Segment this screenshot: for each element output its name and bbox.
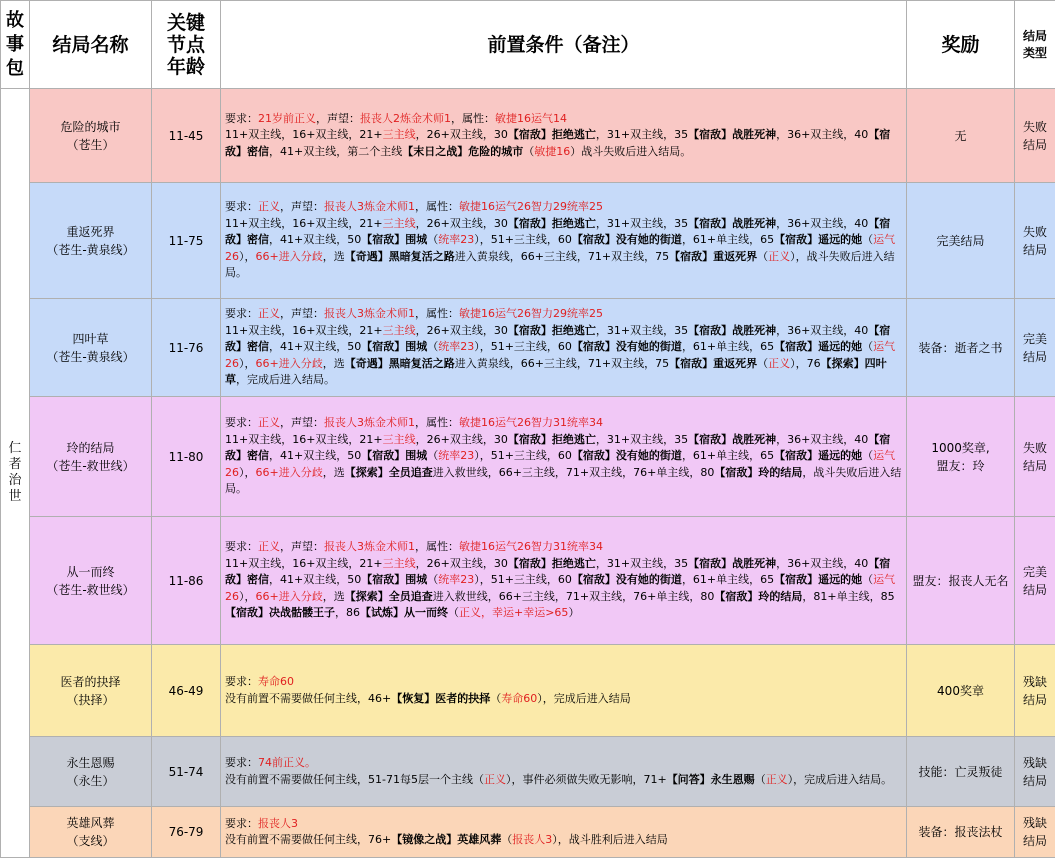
condition-text: ，属性： [415,416,459,429]
reward-cell [907,807,1015,858]
condition-text: ，属性： [415,307,459,320]
event-name: 【宿敌】遥远的她 [774,449,862,462]
ending-name-cell [30,737,152,807]
event-name: 【宿敌】遥远的她 [774,573,862,586]
condition-text: 要求： [225,817,258,830]
event-name: 【宿敌】密信 [225,433,890,463]
event-name: 【宿敌】玲的结局 [714,590,802,603]
condition-text: 进入救世线，66+三主线，71+双主线，76+单主线，80 [433,466,715,479]
highlight-text: 统率23 [438,573,474,586]
ending-type-text: 结局 [1015,772,1055,790]
story-pack-char: 世 [1,489,29,505]
condition-text: 11+双主线，16+双主线，21+ [225,557,383,570]
ending-name: 从一而终 [30,563,151,581]
event-name: 【宿敌】战胜死神 [688,324,776,337]
condition-text: 要求： [225,200,258,213]
ending-name: 四叶草 [30,330,151,348]
condition-text: ，61+单主线，65 [682,449,774,462]
condition-text: ，41+双主线，50 [269,449,361,462]
highlight-text: 运气26 [225,233,895,263]
ending-name-header: 结局名称 [30,1,152,89]
condition-text: （ [862,449,873,462]
condition-text: ，61+单主线，65 [682,573,774,586]
ending-type-cell [1015,645,1055,737]
story-pack-char: 仁 [1,441,29,457]
ending-route: （苍生-黄泉线） [30,348,151,366]
table-row [1,645,1055,737]
condition-text: （ [755,773,766,786]
ending-type-text: 结局 [1015,136,1055,154]
precondition-cell [221,299,907,397]
highlight-text: 三主线 [383,557,416,570]
ending-route: （苍生-救世线） [30,457,151,475]
ending-type-text: 残缺 [1015,754,1055,772]
highlight-text: 运气26 [225,340,895,370]
highlight-text: 报丧人2炼金术师1 [360,112,451,125]
highlight-text: 统率23 [438,449,474,462]
event-name: 【宿敌】没有她的街道 [572,449,682,462]
highlight-text: 正义 [258,307,280,320]
precondition-cell [221,517,907,645]
highlight-text: 正义 [768,357,790,370]
condition-text: 11+双主线，16+双主线，21+ [225,217,383,230]
event-name: 【宿敌】拒绝逃亡 [508,433,596,446]
highlight-text: 敏捷16运气26智力31统率34 [459,416,603,429]
event-name: 【探索】四叶草 [225,357,887,387]
condition-text: ，41+双主线，50 [269,340,361,353]
key-node-age: 11-76 [152,299,221,397]
ending-name-cell [30,807,152,858]
condition-text: ，31+双主线，35 [596,128,688,141]
condition-text: ，86 [335,606,360,619]
ending-type-cell [1015,183,1055,299]
highlight-text: 敏捷16运气26智力29统率25 [459,307,603,320]
highlight-text: 报丧人3炼金术师1 [324,540,415,553]
ending-type-text: 结局 [1015,691,1055,709]
condition-text: ），51+三主线，60 [474,573,572,586]
ending-name: 英雄风葬 [30,814,151,832]
condition-text: 11+双主线，16+双主线，21+ [225,324,383,337]
key-node-age: 11-45 [152,89,221,183]
condition-text: （ [757,357,768,370]
ending-name-cell [30,299,152,397]
precondition-cell [221,183,907,299]
event-name: 【宿敌】密信 [225,557,890,587]
precondition-cell [221,397,907,517]
ending-type-text: 失败 [1015,439,1055,457]
condition-text: ，战斗失败后进入结局。 [225,466,901,496]
condition-text: 进入黄泉线，66+三主线，71+双主线，75 [455,357,669,370]
condition-text: ，31+双主线，35 [596,217,688,230]
reward-text: 技能：亡灵叛徒 [909,763,1012,781]
event-name: 【宿敌】遥远的她 [774,340,862,353]
reward-text: 盟友：报丧人无名 [909,572,1012,590]
event-name: 【宿敌】战胜死神 [688,433,776,446]
event-name: 【恢复】医者的抉择 [391,692,490,705]
ending-type-text: 结局 [1015,457,1055,475]
condition-text: 要求： [225,540,258,553]
condition-text: ），51+三主线，60 [474,449,572,462]
highlight-text: 正义 [258,540,280,553]
story-pack-char: 者 [1,457,29,473]
ending-type-cell [1015,807,1055,858]
event-name: 【宿敌】战胜死神 [688,128,776,141]
key-node-age: 11-75 [152,183,221,299]
condition-text: 要求： [225,675,258,688]
highlight-text: 66+进入分歧 [256,590,323,603]
ending-route: （苍生-救世线） [30,581,151,599]
highlight-text: 敏捷16运气14 [495,112,567,125]
precondition-cell [221,737,907,807]
condition-text: （ [523,145,534,158]
highlight-text: 正义 [258,416,280,429]
highlight-text: 运气26 [225,449,895,479]
highlight-text: 正义，幸运+幸运>65 [459,606,568,619]
event-name: 【宿敌】决战骷髅王子 [225,606,335,619]
event-name: 【奇遇】黑暗复活之路 [345,357,455,370]
reward-text: 装备：报丧法杖 [909,823,1012,841]
key-node-age-header: 关键 节点 年龄 [152,1,221,89]
ending-name: 重返死界 [30,223,151,241]
event-name: 【宿敌】围城 [361,449,427,462]
condition-text: ，声望： [280,540,324,553]
condition-text: 要求： [225,307,258,320]
highlight-text: 报丧人3 [258,817,298,830]
highlight-text: 三主线 [383,324,416,337]
story-pack-header: 故 事 包 [1,1,30,89]
ending-route: （支线） [30,832,151,850]
event-name: 【宿敌】遥远的她 [774,233,862,246]
ending-type-cell [1015,397,1055,517]
event-name: 【宿敌】没有她的街道 [572,573,682,586]
condition-text: ），完成后进入结局 [537,692,631,705]
ending-name: 医者的抉择 [30,673,151,691]
ending-name: 危险的城市 [30,118,151,136]
reward-cell [907,737,1015,807]
condition-text: ，26+双主线，30 [416,557,508,570]
condition-text: 要求： [225,416,258,429]
ending-type-text: 结局 [1015,348,1055,366]
condition-text: ），51+三主线，60 [474,340,572,353]
highlight-text: 21岁前正义 [258,112,316,125]
condition-text: 没有前置不需要做任何主线，46+ [225,692,391,705]
condition-text: ，41+双主线，50 [269,573,361,586]
event-name: 【探索】全员追查 [345,590,433,603]
condition-text: ，31+双主线，35 [596,324,688,337]
condition-text: ），76 [790,357,821,370]
reward-cell [907,397,1015,517]
ending-name-cell [30,517,152,645]
event-name: 【宿敌】围城 [361,573,427,586]
condition-text: ），战斗失败后进入结局。 [225,250,895,280]
condition-text: ） [568,606,579,619]
condition-text: ，完成后进入结局。 [236,373,335,386]
condition-text: （ [490,692,501,705]
ending-route: （永生） [30,772,151,790]
ending-type-text: 结局 [1015,832,1055,850]
condition-text: ），战斗胜利后进入结局 [552,833,668,846]
condition-text: ，声望： [280,416,324,429]
ending-type-text: 完美 [1015,330,1055,348]
reward-text: 完美结局 [909,232,1012,250]
condition-text: ，26+双主线，30 [416,128,508,141]
condition-text: 11+双主线，16+双主线，21+ [225,128,383,141]
event-name: 【宿敌】拒绝逃亡 [508,217,596,230]
table-row [1,517,1055,645]
event-name: 【宿敌】密信 [225,217,890,247]
ending-name: 永生恩赐 [30,754,151,772]
highlight-text: 正义 [258,200,280,213]
ending-type-text: 结局 [1015,241,1055,259]
condition-text: ，选 [323,250,345,263]
ending-route: （苍生） [30,136,151,154]
event-name: 【宿敌】战胜死神 [688,557,776,570]
reward-text: 1000奖章, [909,439,1012,457]
ending-type-cell [1015,89,1055,183]
condition-text: ，31+双主线，35 [596,433,688,446]
event-name: 【宿敌】拒绝逃亡 [508,557,596,570]
condition-text: （ [862,233,873,246]
event-name: 【末日之战】危险的城市 [402,145,523,158]
ending-name-cell [30,645,152,737]
condition-text: （ [427,340,438,353]
condition-text: ），51+三主线，60 [474,233,572,246]
precondition-cell [221,89,907,183]
event-name: 【宿敌】拒绝逃亡 [508,128,596,141]
event-name: 【镜像之战】英雄风葬 [391,833,501,846]
event-name: 【探索】全员追查 [345,466,433,479]
condition-text: 11+双主线，16+双主线，21+ [225,433,383,446]
reward-cell [907,645,1015,737]
ending-name-cell [30,89,152,183]
condition-text: ，41+双主线，第二个主线 [269,145,402,158]
event-name: 【宿敌】重返死界 [669,250,757,263]
event-name: 【宿敌】围城 [361,340,427,353]
highlight-text: 三主线 [383,433,416,446]
highlight-text: 正义 [768,250,790,263]
condition-text: ，36+双主线，40 [776,324,868,337]
event-name: 【问答】永生恩赐 [667,773,755,786]
reward-header: 奖励 [907,1,1015,89]
highlight-text: 寿命60 [501,692,537,705]
ending-name-cell [30,183,152,299]
condition-text: 进入救世线，66+三主线，71+双主线，76+单主线，80 [433,590,715,603]
key-node-age: 46-49 [152,645,221,737]
highlight-text: 报丧人3炼金术师1 [324,200,415,213]
highlight-text: 66+进入分歧 [256,357,323,370]
table-row [1,397,1055,517]
condition-text: （ [501,833,512,846]
condition-text: （ [427,449,438,462]
story-pack-cell [1,89,30,858]
header-row [1,1,1055,89]
condition-text: ，41+双主线，50 [269,233,361,246]
highlight-text: 三主线 [383,128,416,141]
condition-text: （ [448,606,459,619]
event-name: 【宿敌】密信 [225,128,890,158]
event-name: 【宿敌】没有她的街道 [572,340,682,353]
condition-text: ，36+双主线，40 [776,557,868,570]
condition-text: ）， [239,357,256,370]
event-name: 【试炼】从一而终 [360,606,448,619]
table-row [1,299,1055,397]
reward-text: 400奖章 [909,682,1012,700]
event-name: 【宿敌】拒绝逃亡 [508,324,596,337]
condition-text: ，26+双主线，30 [416,433,508,446]
table-row [1,807,1055,858]
ending-rows [1,89,1055,858]
story-pack-char: 治 [1,473,29,489]
highlight-text: 66+进入分歧 [256,250,323,263]
event-name: 【宿敌】重返死界 [669,357,757,370]
condition-text: （ [757,250,768,263]
condition-text: ，属性： [415,200,459,213]
ending-type-text: 完美 [1015,563,1055,581]
reward-text: 无 [909,127,1012,145]
ending-route: （抉择） [30,691,151,709]
condition-text: ，36+双主线，40 [776,217,868,230]
highlight-text: 敏捷16 [534,145,570,158]
ending-type-text: 结局 [1015,581,1055,599]
condition-text: ，81+单主线，85 [802,590,894,603]
highlight-text: 统率23 [438,233,474,246]
precondition-cell [221,807,907,858]
highlight-text: 正义 [484,773,506,786]
condition-text: ，31+双主线，35 [596,557,688,570]
ending-type-cell [1015,737,1055,807]
ending-type-text: 失败 [1015,118,1055,136]
condition-text: ，36+双主线，40 [776,128,868,141]
precondition-header: 前置条件（备注） [221,1,907,89]
condition-text: ），完成后进入结局。 [788,773,893,786]
highlight-text: 运气26 [225,573,895,603]
condition-text: ）， [239,250,256,263]
ending-type-cell [1015,517,1055,645]
highlight-text: 寿命60 [258,675,294,688]
key-node-age: 11-80 [152,397,221,517]
condition-text: 没有前置不需要做任何主线，51-71每5层一个主线（ [225,773,484,786]
condition-text: ，选 [323,357,345,370]
condition-text: ，61+单主线，65 [682,340,774,353]
reward-cell [907,517,1015,645]
condition-text: 没有前置不需要做任何主线，76+ [225,833,391,846]
highlight-text: 正义 [766,773,788,786]
ending-type-header: 结局 类型 [1015,1,1055,89]
ending-type-text: 残缺 [1015,814,1055,832]
condition-text: ，声望： [280,307,324,320]
highlight-text: 三主线 [383,217,416,230]
condition-text: ，26+双主线，30 [416,217,508,230]
condition-text: （ [427,573,438,586]
condition-text: ，选 [323,590,345,603]
event-name: 【宿敌】玲的结局 [714,466,802,479]
condition-text: ，属性： [451,112,495,125]
condition-text: ，61+单主线，65 [682,233,774,246]
condition-text: （ [862,340,873,353]
reward-text: 装备：逝者之书 [909,339,1012,357]
ending-name-cell [30,397,152,517]
precondition-cell [221,645,907,737]
highlight-text: 统率23 [438,340,474,353]
condition-text: ）， [239,466,256,479]
table-row [1,183,1055,299]
condition-text: （ [427,233,438,246]
condition-text: ，选 [323,466,345,479]
highlight-text: 66+进入分歧 [256,466,323,479]
table-row [1,89,1055,183]
event-name: 【宿敌】没有她的街道 [572,233,682,246]
condition-text: ，26+双主线，30 [416,324,508,337]
condition-text: ，声望： [280,200,324,213]
condition-text: 要求： [225,112,258,125]
reward-cell [907,183,1015,299]
ending-route: （苍生-黄泉线） [30,241,151,259]
condition-text: ，声望： [316,112,360,125]
reward-cell [907,299,1015,397]
highlight-text: 报丧人3炼金术师1 [324,416,415,429]
key-node-age: 11-86 [152,517,221,645]
event-name: 【宿敌】围城 [361,233,427,246]
condition-text: 要求： [225,756,258,769]
condition-text: 进入黄泉线，66+三主线，71+双主线，75 [455,250,669,263]
table-row [1,737,1055,807]
ending-name: 玲的结局 [30,439,151,457]
condition-text: ，属性： [415,540,459,553]
key-node-age: 76-79 [152,807,221,858]
highlight-text: 敏捷16运气26智力31统率34 [459,540,603,553]
condition-text: ）， [239,590,256,603]
highlight-text: 74前正义。 [258,756,316,769]
highlight-text: 报丧人3炼金术师1 [324,307,415,320]
event-name: 【宿敌】密信 [225,324,890,354]
ending-type-text: 失败 [1015,223,1055,241]
condition-text: （ [862,573,873,586]
condition-text: ），事件必须做失败无影响，71+ [506,773,667,786]
ending-type-text: 残缺 [1015,673,1055,691]
reward-cell [907,89,1015,183]
condition-text: ）战斗失败后进入结局。 [570,145,691,158]
key-node-age: 51-74 [152,737,221,807]
event-name: 【奇遇】黑暗复活之路 [345,250,455,263]
highlight-text: 报丧人3 [512,833,552,846]
reward-text: 盟友：玲 [909,457,1012,475]
ending-type-cell [1015,299,1055,397]
condition-text: ，36+双主线，40 [776,433,868,446]
highlight-text: 敏捷16运气26智力29统率25 [459,200,603,213]
event-name: 【宿敌】战胜死神 [688,217,776,230]
